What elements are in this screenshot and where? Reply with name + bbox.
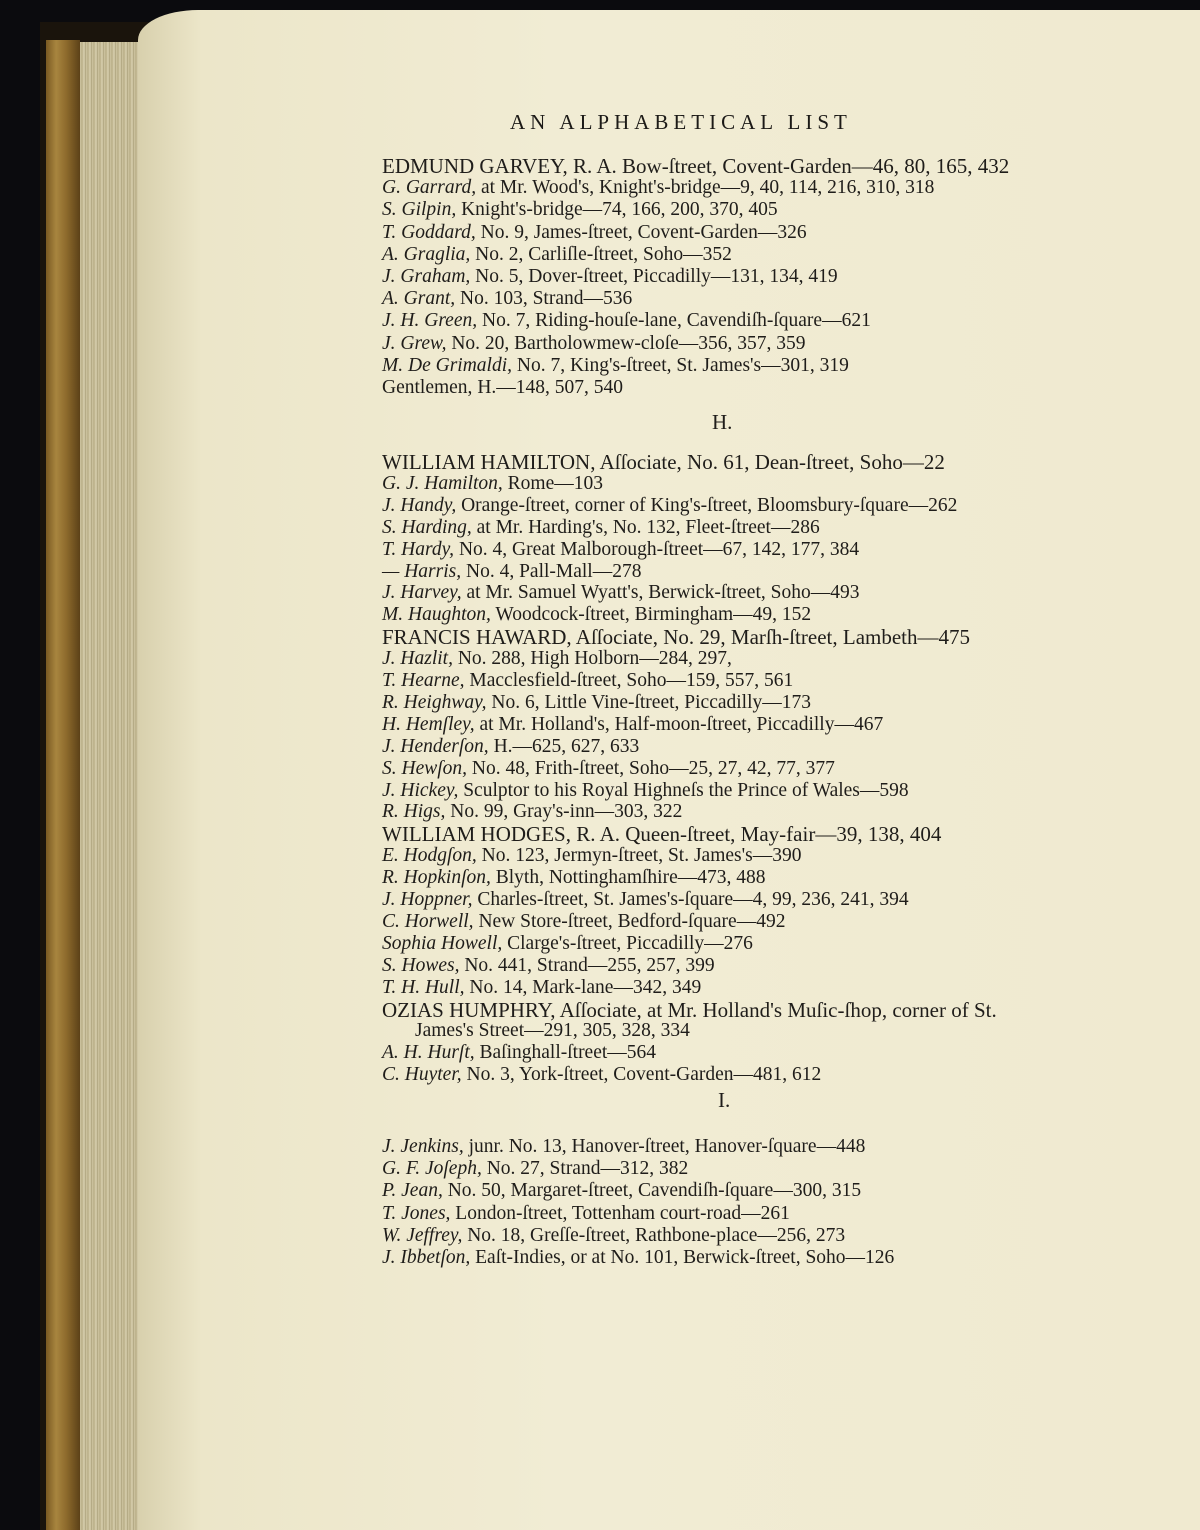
entry-name: Sophia Howell, bbox=[382, 932, 503, 954]
list-entry bbox=[382, 472, 603, 496]
entry-details: No. 7, Riding-houſe-lane, Cavendiſh-ſquare—621 bbox=[477, 310, 871, 332]
entry-name: T. Jones, bbox=[382, 1202, 451, 1224]
entry-name: WILLIAM HODGES, bbox=[382, 822, 571, 847]
list-entry bbox=[415, 1019, 690, 1043]
entry-details: Rome—103 bbox=[502, 472, 603, 494]
list-entry bbox=[382, 332, 806, 356]
list-entry bbox=[382, 603, 811, 627]
entry-name: A. Grant, bbox=[382, 288, 456, 310]
entry-details: No. 441, Strand—255, 257, 399 bbox=[459, 954, 715, 976]
entry-name: P. Jean, bbox=[382, 1180, 443, 1202]
entry-name: M. De Grimaldi, bbox=[382, 354, 512, 376]
list-entry bbox=[382, 1063, 821, 1087]
entry-name: J. H. Green, bbox=[382, 310, 478, 332]
entry-details: junr. No. 13, Hanover-ſtreet, Hanover-ſquare—448 bbox=[463, 1136, 866, 1157]
list-entry bbox=[382, 1041, 656, 1065]
entry-details: No. 9, James-ſtreet, Covent-Garden—326 bbox=[475, 221, 807, 243]
entry-details: Macclesfield-ſtreet, Soho—159, 557, 561 bbox=[464, 670, 794, 691]
list-entry bbox=[382, 713, 883, 737]
entry-details: R. A. Bow-ſtreet, Covent-Garden—46, 80, 165, 432 bbox=[567, 154, 1010, 178]
page-edges bbox=[80, 42, 142, 1530]
entry-name: T. Hearne, bbox=[382, 670, 465, 691]
list-entry bbox=[382, 560, 641, 584]
list-entry bbox=[382, 1179, 861, 1203]
entry-details: at Mr. Samuel Wyatt's, Berwick-ſtreet, Soho—493 bbox=[461, 582, 860, 604]
list-entry bbox=[382, 198, 778, 222]
list-entry bbox=[382, 494, 957, 518]
list-entry bbox=[382, 154, 1009, 178]
entry-details: No. 4, Great Malborough-ſtreet—67, 142, 177, 384 bbox=[454, 538, 860, 560]
list-entry bbox=[382, 800, 682, 824]
entry-name: R. Heighway, bbox=[382, 691, 487, 713]
entry-name: S. Howes, bbox=[382, 954, 460, 976]
entry-name: Gentlemen, bbox=[382, 377, 473, 398]
entry-details: No. 18, Greſſe-ſtreet, Rathbone-place—256, 273 bbox=[462, 1224, 846, 1246]
list-entry bbox=[382, 932, 753, 956]
running-head: AN ALPHABETICAL LIST bbox=[510, 110, 852, 134]
entry-name: J. Henderſon, bbox=[382, 735, 489, 757]
entry-name: J. Harvey, bbox=[382, 582, 462, 604]
list-entry bbox=[382, 647, 732, 671]
entry-details: No. 2, Carliſle-ſtreet, Soho—352 bbox=[470, 243, 732, 265]
entry-details: No. 14, Mark-lane—342, 349 bbox=[464, 976, 702, 998]
entry-name: R. Higs, bbox=[382, 801, 446, 823]
entry-details: No. 7, King's-ſtreet, St. James's—301, 319 bbox=[512, 354, 849, 376]
entry-details: Orange-ſtreet, corner of King's-ſtreet, Bloomsbury-ſquare—262 bbox=[456, 494, 958, 516]
entry-details: Blyth, Nottinghamſhire—473, 488 bbox=[490, 867, 766, 889]
entry-details: No. 48, Frith-ſtreet, Soho—25, 27, 42, 77, 377 bbox=[467, 757, 835, 779]
list-entry bbox=[382, 976, 701, 1000]
entry-name: T. Hardy, bbox=[382, 538, 455, 560]
entry-name: J. Ibbetſon, bbox=[382, 1247, 471, 1268]
entry-name: A. Graglia, bbox=[382, 243, 471, 265]
list-entry bbox=[382, 243, 732, 267]
section-i-letter: I. bbox=[718, 1088, 731, 1112]
entry-details: Woodcock-ſtreet, Birmingham—49, 152 bbox=[490, 604, 812, 626]
entry-name: W. Jeffrey, bbox=[382, 1224, 463, 1246]
entry-name: R. Hopkinſon, bbox=[382, 867, 491, 889]
list-entry bbox=[382, 221, 807, 245]
entry-details: London-ſtreet, Tottenham court-road—261 bbox=[450, 1202, 790, 1224]
entry-name: J. Handy, bbox=[382, 494, 457, 516]
entry-details: Knight's-bridge—74, 166, 200, 370, 405 bbox=[456, 199, 778, 221]
entry-details: No. 27, Strand—312, 382 bbox=[481, 1158, 689, 1180]
entry-details: No. 20, Bartholowmew-cloſe—356, 357, 359 bbox=[446, 332, 806, 354]
entry-details: No. 123, Jermyn-ſtreet, St. James's—390 bbox=[476, 845, 802, 867]
entry-name: S. Harding, bbox=[382, 516, 472, 538]
list-entry bbox=[382, 1202, 790, 1226]
list-entry bbox=[382, 1246, 894, 1270]
entry-name: T. H. Hull, bbox=[382, 976, 465, 998]
list-entry bbox=[382, 354, 849, 378]
list-entry bbox=[382, 844, 801, 868]
list-entry bbox=[382, 625, 970, 649]
entry-name: H. Hemſley, bbox=[382, 713, 475, 735]
list-entry bbox=[382, 287, 632, 311]
entry-details: H.—625, 627, 633 bbox=[488, 735, 640, 757]
list-entry bbox=[382, 1135, 865, 1159]
entry-details: at Mr. Holland's, Half-moon-ſtreet, Piccadilly—467 bbox=[474, 713, 884, 735]
entry-name: WILLIAM HAMILTON, bbox=[382, 450, 596, 474]
entry-name: G. F. Joſeph, bbox=[382, 1158, 482, 1180]
entry-details: No. 3, York-ſtreet, Covent-Garden—481, 612 bbox=[461, 1064, 822, 1086]
list-entry bbox=[382, 735, 639, 759]
entry-name: J. Hickey, bbox=[382, 779, 459, 801]
entry-details: R. A. Queen-ſtreet, May-fair—39, 138, 404 bbox=[570, 822, 942, 847]
list-entry bbox=[382, 779, 909, 803]
entry-name: J. Grew, bbox=[382, 332, 447, 354]
entry-name: J. Hoppner, bbox=[382, 889, 473, 910]
entry-name: J. Hazlit, bbox=[382, 648, 453, 670]
entry-name: S. Gilpin, bbox=[382, 199, 457, 221]
entry-details: H.—148, 507, 540 bbox=[472, 377, 624, 398]
entry-name: G. J. Hamilton, bbox=[382, 472, 503, 494]
entry-name: A. H. Hurſt, bbox=[382, 1042, 475, 1064]
entry-name: EDMUND GARVEY, bbox=[382, 154, 568, 178]
entry-details: Aſſociate, No. 61, Dean-ſtreet, Soho—22 bbox=[595, 450, 945, 474]
list-entry bbox=[382, 822, 941, 846]
entry-details: No. 4, Pall-Mall—278 bbox=[461, 560, 642, 582]
list-entry bbox=[382, 1224, 845, 1248]
list-entry bbox=[382, 538, 859, 562]
entry-details: at Mr. Wood's, Knight's-bridge—9, 40, 114, 216, 310, 318 bbox=[476, 177, 935, 199]
entry-name: M. Haughton, bbox=[382, 604, 491, 626]
entry-details: No. 288, High Holborn—284, 297, bbox=[452, 648, 732, 670]
list-entry bbox=[382, 954, 715, 978]
entry-details: Eaſt-Indies, or at No. 101, Berwick-ſtreet, Soho—126 bbox=[470, 1247, 895, 1268]
list-entry bbox=[382, 998, 997, 1022]
entry-details: Charles-ſtreet, St. James's-ſquare—4, 99, 236, 241, 394 bbox=[472, 889, 909, 910]
entry-details: New Store-ſtreet, Bedford-ſquare—492 bbox=[473, 910, 786, 932]
entry-name: E. Hodgſon, bbox=[382, 845, 477, 867]
list-entry bbox=[382, 581, 859, 605]
entry-details: No. 50, Margaret-ſtreet, Cavendiſh-ſquare—300, 315 bbox=[442, 1180, 862, 1202]
list-entry bbox=[382, 866, 765, 890]
section-h-letter: H. bbox=[712, 410, 733, 434]
entry-name: C. Huyter, bbox=[382, 1064, 462, 1086]
entry-details: No. 6, Little Vine-ſtreet, Piccadilly—173 bbox=[486, 691, 812, 713]
entry-details: No. 5, Dover-ſtreet, Piccadilly—131, 134, 419 bbox=[470, 266, 838, 287]
entry-name: — Harris, bbox=[382, 560, 462, 582]
list-entry bbox=[382, 176, 934, 200]
entry-details: Baſinghall-ſtreet—564 bbox=[474, 1042, 657, 1064]
list-entry bbox=[382, 910, 785, 934]
entry-details: James's Street—291, 305, 328, 334 bbox=[415, 1020, 690, 1042]
entry-details: Aſſociate, No. 29, Marſh-ſtreet, Lambeth—475 bbox=[571, 625, 971, 650]
list-entry bbox=[382, 757, 835, 781]
list-entry bbox=[382, 669, 793, 693]
list-entry bbox=[382, 888, 909, 912]
book-spine bbox=[46, 40, 80, 1530]
list-entry bbox=[382, 516, 820, 540]
list-entry bbox=[382, 376, 623, 400]
entry-details: Sculptor to his Royal Highneſs the Prince of Wales—598 bbox=[458, 779, 909, 801]
entry-details: No. 103, Strand—536 bbox=[455, 288, 633, 310]
entry-name: T. Goddard, bbox=[382, 221, 476, 243]
list-entry bbox=[382, 265, 838, 289]
list-entry bbox=[382, 450, 945, 474]
entry-details: Clarge's-ſtreet, Piccadilly—276 bbox=[502, 932, 753, 954]
entry-details: No. 99, Gray's-inn—303, 322 bbox=[445, 801, 683, 823]
entry-name: FRANCIS HAWARD, bbox=[382, 625, 572, 650]
list-entry bbox=[382, 1157, 688, 1181]
entry-details: at Mr. Harding's, No. 132, Fleet-ſtreet—286 bbox=[471, 516, 820, 538]
entry-name: OZIAS HUMPHRY, bbox=[382, 997, 556, 1022]
entry-details: Aſſociate, at Mr. Holland's Muſic-ſhop, corner of St. bbox=[555, 997, 997, 1022]
entry-name: G. Garrard, bbox=[382, 177, 477, 199]
entry-name: C. Horwell, bbox=[382, 910, 474, 932]
list-entry bbox=[382, 309, 871, 333]
entry-name: J. Graham, bbox=[382, 266, 471, 287]
entry-name: J. Jenkins, bbox=[382, 1136, 464, 1157]
list-entry bbox=[382, 691, 811, 715]
entry-name: S. Hewſon, bbox=[382, 757, 468, 779]
